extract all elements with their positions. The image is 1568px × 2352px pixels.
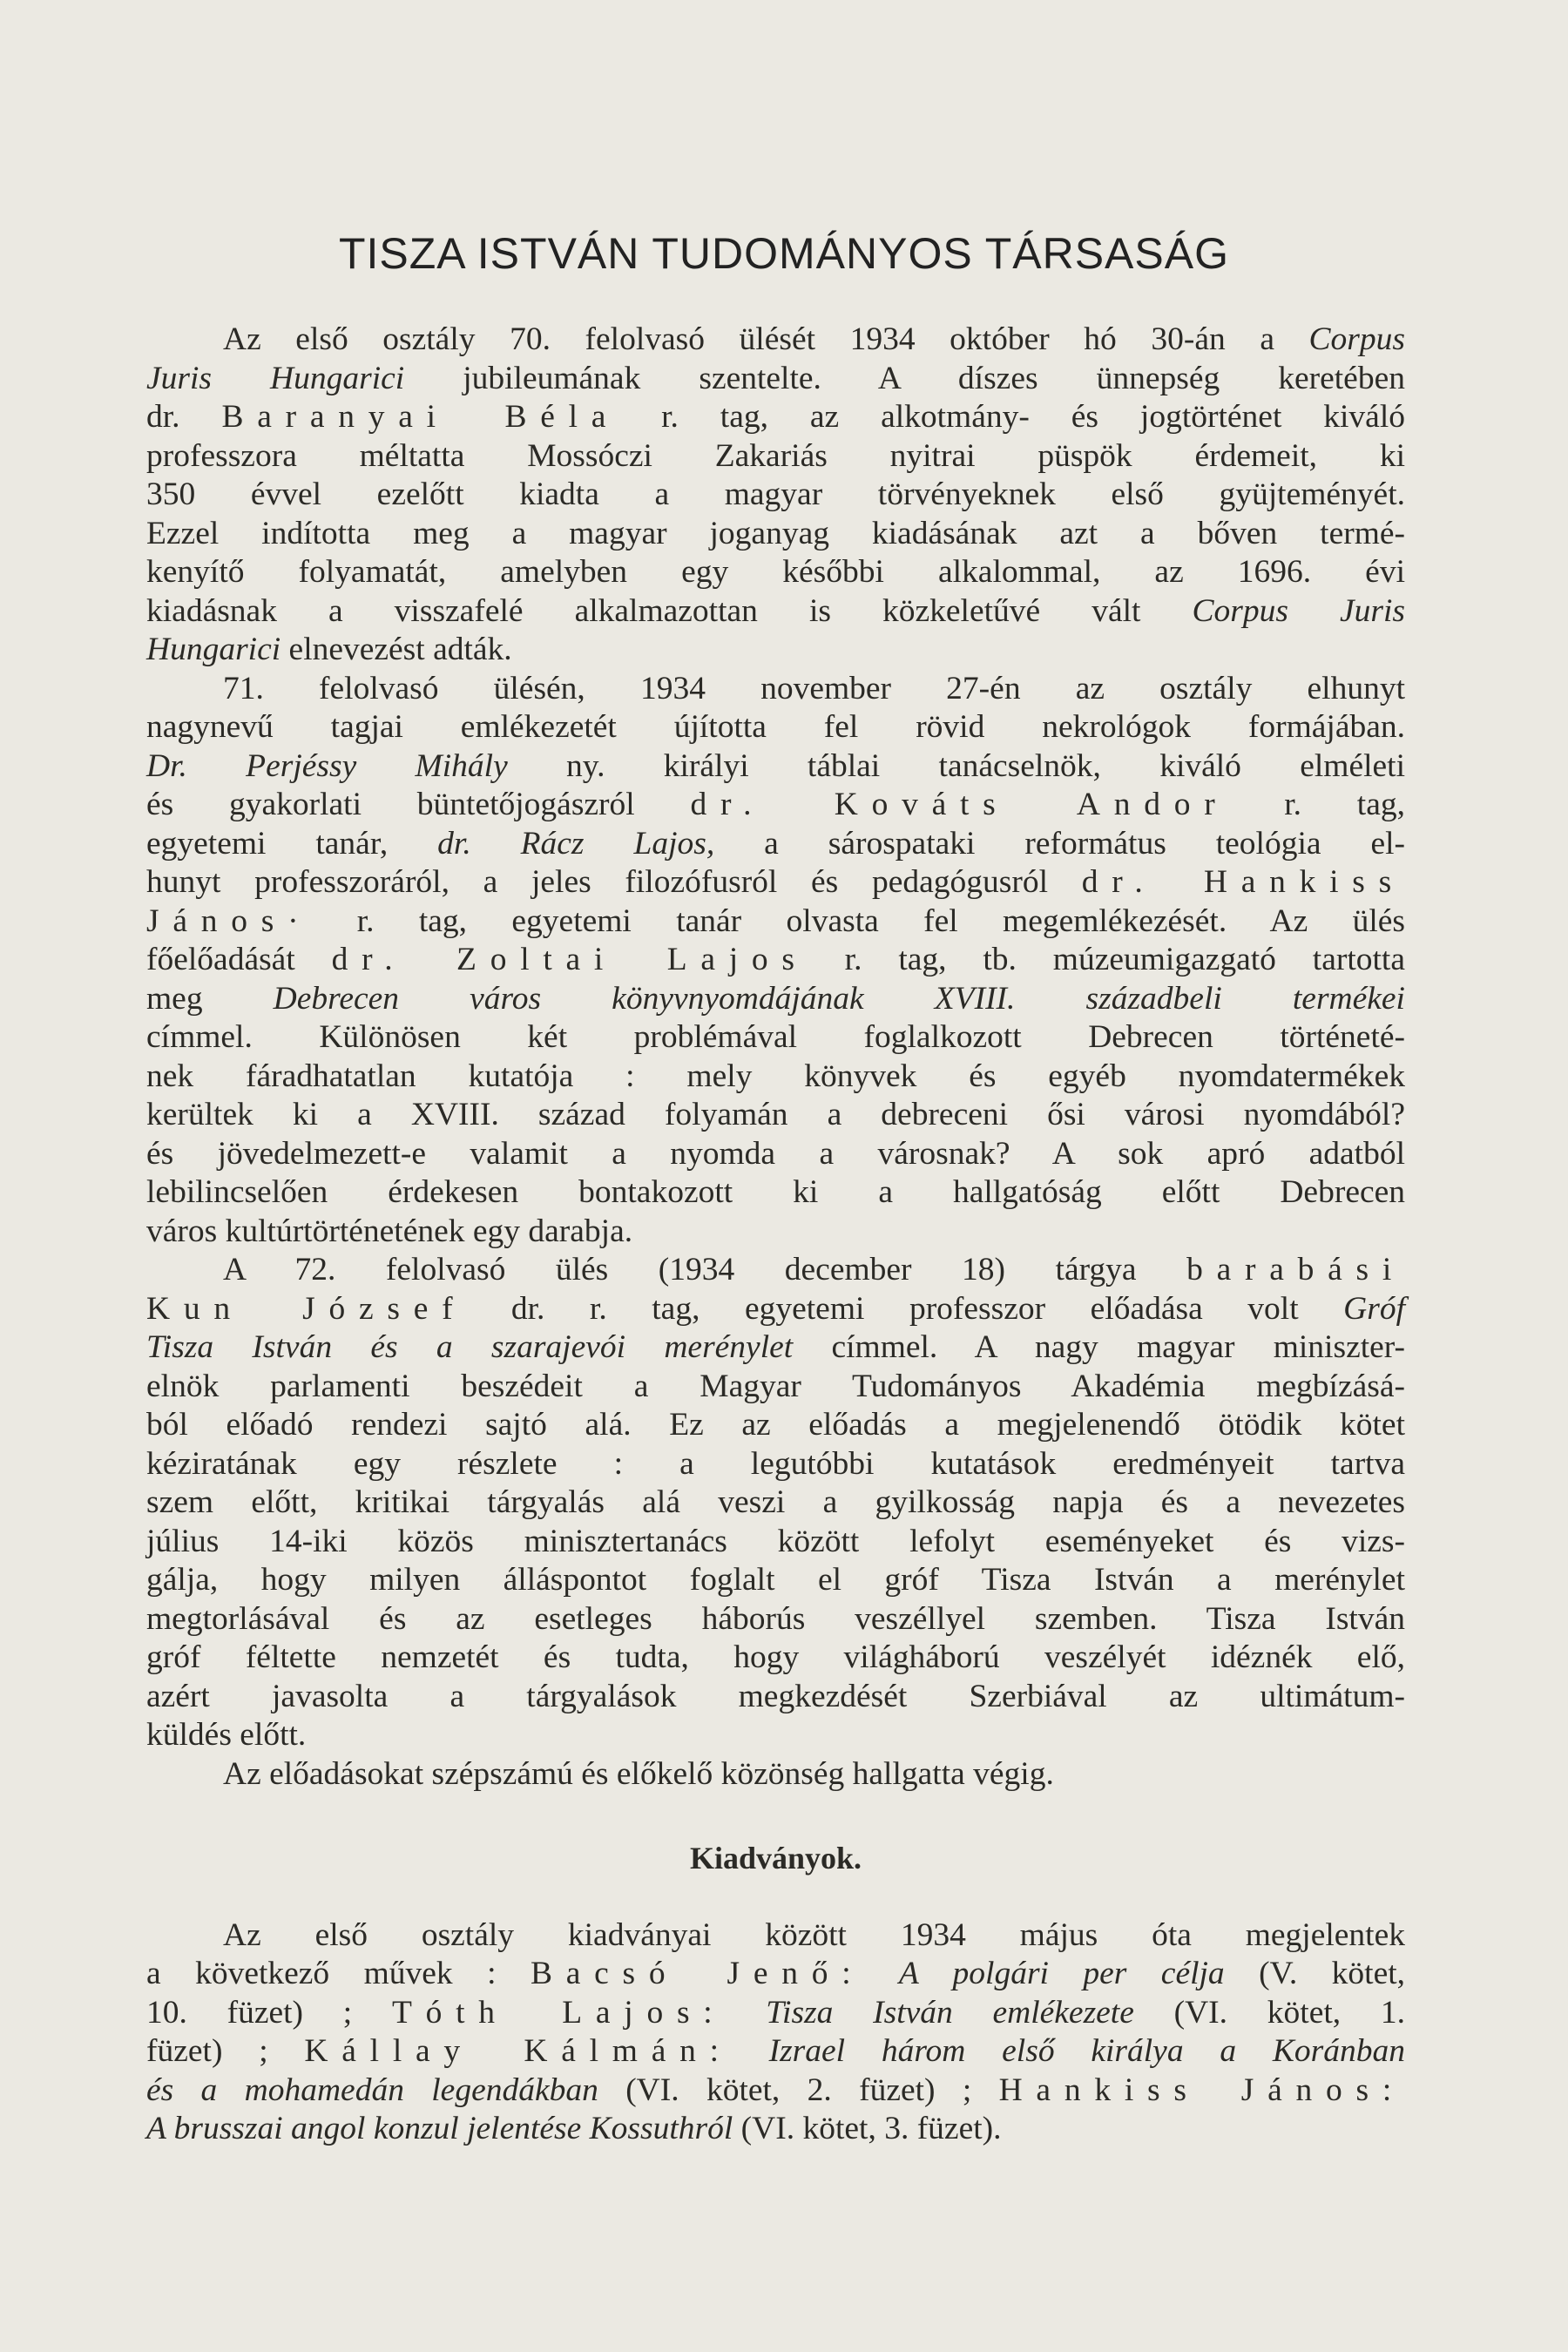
text-run: egyetemi tanár,	[146, 825, 438, 862]
italic-text: Debrecen város könyvnyomdájának XVIII. századbeli termékei	[273, 980, 1405, 1017]
text-line	[146, 1058, 1405, 1097]
text-line	[146, 476, 1405, 515]
text-run: Az első osztály 70. felolvasó ülését 1934 október hó 30-án a	[223, 321, 1309, 357]
text-line	[146, 825, 1405, 864]
text-run: a sárospataki református teológia el-	[714, 825, 1406, 862]
text-run	[864, 1956, 898, 1991]
italic-text: Corpus	[1308, 321, 1405, 357]
spaced-name: dr. Hankiss	[1081, 864, 1405, 900]
text-line	[146, 1484, 1405, 1523]
body-text	[146, 321, 1405, 2149]
spaced-name: Bacsó Jenő:	[530, 1956, 865, 1991]
text-run: elnevezést adták.	[280, 632, 512, 667]
text-run: elnök parlamenti beszédeit a Magyar Tudományos Akadémia megbízásá-	[146, 1368, 1405, 1404]
text-line	[146, 592, 1405, 632]
italic-text: Tisza István emlékezete	[766, 1994, 1134, 2031]
text-line	[146, 1523, 1405, 1562]
text-run: (VI. kötet, 2. füzet) ;	[598, 2072, 999, 2108]
text-run: július 14-iki közös minisztertanács között lefolyt eseményeket és vizs-	[146, 1523, 1405, 1559]
text-line	[146, 398, 1405, 437]
text-line	[146, 2110, 1405, 2149]
text-run: 350 évvel ezelőtt kiadta a magyar törvényeknek első gyüjteményét.	[146, 476, 1405, 512]
text-line	[146, 515, 1405, 554]
text-line	[146, 1755, 1405, 1794]
text-line	[146, 941, 1405, 980]
text-run: dr. r. tag, egyetemi professzor előadása volt	[466, 1290, 1344, 1327]
text-run	[733, 2033, 769, 2069]
text-run: kenyítő folyamatát, amelyben egy későbbi alkalommal, az 1696. évi	[146, 554, 1405, 590]
text-line	[146, 1406, 1405, 1445]
text-run: város kultúrtörténetének egy darabja.	[146, 1213, 633, 1249]
text-line	[146, 1600, 1405, 1639]
text-line	[146, 1916, 1405, 1956]
text-run: professzora méltatta Mossóczi Zakariás nyitrai püspök érdemeit, ki	[146, 437, 1405, 474]
text-run: azért javasolta a tárgyalások megkezdését Szerbiával az ultimátum-	[146, 1678, 1405, 1714]
spaced-name: János·	[146, 902, 313, 939]
text-run: 71. felolvasó ülésén, 1934 november 27-én az osztály elhunyt	[223, 670, 1405, 706]
italic-text: Juris Hungarici	[146, 360, 405, 396]
text-run: címmel. Különösen két problémával foglalkozott Debrecen történeté-	[146, 1019, 1405, 1055]
text-line	[146, 708, 1405, 747]
text-run: r. tag, az alkotmány- és jogtörténet kiváló	[619, 399, 1405, 435]
text-line	[146, 2072, 1405, 2111]
text-run: ny. királyi táblai tanácselnök, kiváló elméleti	[507, 747, 1405, 784]
italic-text: Hungarici	[146, 632, 281, 667]
text-run: meg	[146, 980, 274, 1017]
text-run: kerültek ki a XVIII. század folyamán a debreceni ősi városi nyomdából?	[146, 1097, 1405, 1132]
italic-text: A brusszai angol konzul jelentése Kossuthról	[146, 2111, 733, 2146]
italic-text: Tisza István és a szarajevói merénylet	[146, 1329, 794, 1365]
text-line	[146, 1678, 1405, 1717]
text-run: gálja, hogy milyen álláspontot foglalt el gróf Tisza István a merénylet	[146, 1562, 1405, 1598]
spaced-name: dr. Kováts Andor	[690, 787, 1229, 822]
italic-text: Izrael három első királya a Koránban	[768, 2033, 1405, 2069]
spaced-name: Hankiss János:	[998, 2072, 1405, 2108]
text-run: Az előadásokat szépszámú és előkelő közönség hallgatta végig.	[223, 1755, 1054, 1792]
text-run: és jövedelmezett-e valamit a nyomda a városnak? A sok apró adatból	[146, 1135, 1405, 1172]
italic-text: dr. Rácz Lajos,	[437, 825, 715, 862]
text-line	[146, 1639, 1405, 1678]
text-line	[146, 1251, 1405, 1290]
text-run: r. tag,	[1228, 787, 1405, 822]
text-line	[146, 360, 1405, 399]
text-run: (VI. kötet, 3. füzet).	[733, 2111, 1002, 2146]
text-line	[146, 863, 1405, 902]
text-line	[146, 1561, 1405, 1600]
text-line	[146, 1173, 1405, 1213]
text-run: hunyt professzoráról, a jeles filozófusról és pedagógusról	[146, 864, 1082, 900]
text-line	[146, 1716, 1405, 1755]
italic-text: és a mohamedán legendákban	[146, 2072, 598, 2108]
text-line	[146, 1096, 1405, 1135]
text-run: és gyakorlati büntetőjogászról	[146, 787, 691, 822]
italic-text: Gróf	[1343, 1290, 1405, 1327]
text-line	[146, 786, 1405, 825]
text-run: gróf féltette nemzetét és tudta, hogy világháború veszélyét idéznék elő,	[146, 1639, 1405, 1675]
text-line	[146, 670, 1405, 709]
text-run: ból előadó rendezi sajtó alá. Ez az előadás a megjelenendő ötödik kötet	[146, 1407, 1405, 1443]
text-run: r. tag, egyetemi tanár olvasta fel megemlékezését. Az ülés	[312, 902, 1405, 939]
text-line	[146, 321, 1405, 360]
text-run: Ezzel indította meg a magyar joganyag kiadásának azt a bőven termé-	[146, 515, 1405, 551]
text-run	[726, 1995, 766, 2031]
italic-text: Corpus Juris	[1192, 592, 1405, 629]
spaced-name: barabási	[1186, 1252, 1405, 1288]
text-line	[146, 1213, 1405, 1252]
text-line	[146, 747, 1405, 787]
text-run: Az első osztály kiadványai között 1934 május óta megjelentek	[223, 1916, 1405, 1953]
spaced-name: dr. Zoltai Lajos	[331, 942, 808, 977]
text-run: nagynevű tagjai emlékezetét újította fel rövid nekrológok formájában.	[146, 709, 1405, 745]
text-run: címmel. A nagy magyar miniszter-	[793, 1329, 1405, 1365]
text-line	[146, 1018, 1405, 1058]
text-run: a következő művek :	[146, 1956, 531, 1991]
text-run: lebilincselően érdekesen bontakozott ki a hallgatóság előtt Debrecen	[146, 1174, 1405, 1210]
text-line	[146, 553, 1405, 592]
italic-text: A polgári per célja	[898, 1956, 1225, 1991]
spaced-name: Kun József	[146, 1290, 467, 1327]
page-title: TISZA ISTVÁN TUDOMÁNYOS TÁRSASÁG	[338, 229, 1229, 278]
text-run: jubileumának szentelte. A díszes ünnepség keretében	[404, 360, 1405, 396]
spaced-name: Baranyai Béla	[221, 399, 620, 435]
section-heading: Kiadványok.	[689, 1841, 862, 1876]
text-line	[146, 1955, 1405, 1994]
text-run: 10. füzet) ;	[146, 1994, 392, 2031]
text-run: küldés előtt.	[146, 1717, 307, 1753]
text-line	[146, 631, 1405, 670]
text-run: szem előtt, kritikai tárgyalás alá veszi a gyilkosság napja és a nevezetes	[146, 1484, 1405, 1520]
text-line	[146, 1368, 1405, 1407]
text-line	[146, 980, 1405, 1019]
text-line	[146, 1290, 1405, 1329]
text-line	[146, 1328, 1405, 1368]
spaced-name: Kállay Kálmán:	[304, 2033, 733, 2069]
text-run: (VI. kötet, 1.	[1133, 1994, 1405, 2031]
text-line	[146, 902, 1405, 942]
text-run: megtorlásával és az esetleges háborús veszéllyel szemben. Tisza István	[146, 1600, 1405, 1637]
text-run: A 72. felolvasó ülés (1934 december 18) tárgya	[223, 1252, 1187, 1288]
text-line	[146, 1994, 1405, 2033]
text-run: r. tag, tb. múzeumigazgató tartotta	[808, 942, 1405, 977]
text-run: (V. kötet,	[1224, 1956, 1406, 1991]
text-run: főelőadását	[146, 942, 332, 977]
spaced-name: Tóth Lajos:	[391, 1994, 727, 2031]
text-run: dr.	[146, 399, 222, 435]
text-run: kiadásnak a visszafelé alkalmazottan is közkeletűvé vált	[146, 592, 1193, 629]
text-run: kéziratának egy részlete : a legutóbbi kutatások eredményeit tartva	[146, 1445, 1405, 1482]
text-line	[146, 1135, 1405, 1174]
text-run: füzet) ;	[146, 2033, 305, 2069]
italic-text: Dr. Perjéssy Mihály	[146, 747, 508, 784]
text-line	[146, 1445, 1405, 1484]
text-line	[146, 2032, 1405, 2072]
text-run: nek fáradhatatlan kutatója : mely könyvek és egyéb nyomdatermékek	[146, 1058, 1405, 1094]
text-line	[146, 437, 1405, 476]
